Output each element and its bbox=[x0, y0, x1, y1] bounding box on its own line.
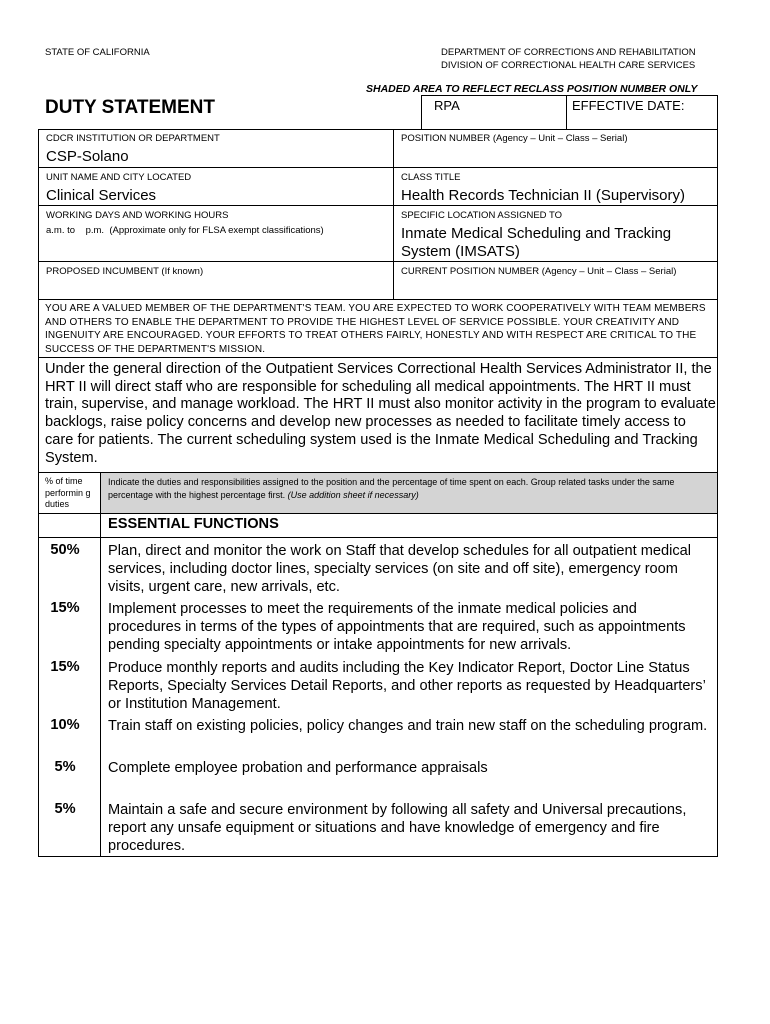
specific-location-value: Inmate Medical Scheduling and Tracking System (IMSATS) bbox=[401, 225, 672, 260]
function-percent: 15% bbox=[50, 600, 80, 616]
incumbent-label: PROPOSED INCUMBENT (If known) bbox=[46, 266, 204, 277]
ess-left-cell bbox=[38, 513, 100, 538]
department-line-2: DIVISION OF CORRECTIONAL HEALTH CARE SERVICES bbox=[441, 59, 696, 71]
shaded-area-note: SHADED AREA TO REFLECT RECLASS POSITION NUMBER ONLY bbox=[366, 83, 698, 95]
function-text: Train staff on existing policies, policy changes and train new staff on the scheduling program. bbox=[108, 718, 708, 734]
specific-location-label: SPECIFIC LOCATION ASSIGNED TO bbox=[401, 210, 563, 221]
working-days-label: WORKING DAYS AND WORKING HOURS bbox=[46, 210, 229, 221]
effective-date-field[interactable] bbox=[566, 95, 718, 130]
unit-label: UNIT NAME AND CITY LOCATED bbox=[46, 172, 192, 183]
institution-field[interactable] bbox=[38, 129, 393, 167]
current-position-label: CURRENT POSITION NUMBER (Agency – Unit – Class – Serial) bbox=[401, 266, 677, 277]
working-hours-field[interactable] bbox=[38, 205, 393, 261]
function-text: Implement processes to meet the requirements of the inmate medical policies and procedures in terms of the types of appointments that are required, such as appointments pending specialty appointments or intake appointments for new arrivals. bbox=[108, 601, 686, 653]
working-hours-value: a.m. to p.m. (Approximate only for FLSA exempt classifications) bbox=[46, 225, 324, 236]
position-number-field[interactable] bbox=[393, 129, 718, 167]
state-label: STATE OF CALIFORNIA bbox=[45, 47, 150, 58]
specific-location-field[interactable] bbox=[393, 205, 718, 261]
class-title-field[interactable] bbox=[393, 167, 718, 205]
department-line-1: DEPARTMENT OF CORRECTIONS AND REHABILITATION bbox=[441, 47, 696, 58]
unit-field[interactable] bbox=[38, 167, 393, 205]
class-title-value: Health Records Technician II (Supervisory) bbox=[401, 187, 686, 204]
essential-functions-heading: ESSENTIAL FUNCTIONS bbox=[108, 516, 279, 532]
department-heading bbox=[441, 47, 696, 72]
function-text: Maintain a safe and secure environment by following all safety and Universal precautions, report any unsafe equipment or situations and have knowledge of emergency and fire procedures. bbox=[108, 802, 687, 854]
rpa-field[interactable] bbox=[421, 95, 567, 130]
duties-instructions bbox=[108, 476, 708, 501]
institution-value: CSP-Solano bbox=[46, 148, 129, 165]
function-text: Complete employee probation and performance appraisals bbox=[108, 760, 488, 776]
class-title-label: CLASS TITLE bbox=[401, 172, 461, 183]
function-text: Produce monthly reports and audits including the Key Indicator Report, Doctor Line Status Reports, Specialty Services Detail Reports, and other reports as requested by Headquarters’ or Institution Management. bbox=[108, 660, 706, 712]
function-text: Plan, direct and monitor the work on Staff that develop schedules for all outpatient medical services, including doctor lines, specialty services (on site and off site), emergency room visits, urgent care, new arrivals, etc. bbox=[108, 543, 692, 595]
position-number-label: POSITION NUMBER (Agency – Unit – Class – Serial) bbox=[401, 133, 628, 144]
unit-value: Clinical Services bbox=[46, 187, 157, 204]
function-percent: 5% bbox=[54, 759, 76, 775]
function-percent: 15% bbox=[50, 659, 80, 675]
team-notice: YOU ARE A VALUED MEMBER OF THE DEPARTMENT'S TEAM. YOU ARE EXPECTED TO WORK COOPERATIVELY WITH TEAM MEMBERS AND OTHERS TO ENABLE THE DEPARTMENT TO PROVIDE THE HIGHEST LEVEL OF SERVICE POSSIBLE. YOUR CREATIVITY AND INGENUITY ARE ENCOURAGED. YOUR EFFORTS TO TREAT OTHERS FAIRLY, HONESTLY AND WITH RESPECT ARE CRITICAL TO THE SUCCESS OF THE DEPARTMENT'S MISSION. bbox=[45, 303, 706, 355]
duties-instructions-note: (Use addition sheet if necessary) bbox=[287, 489, 419, 500]
current-position-field[interactable] bbox=[393, 261, 718, 299]
duties-instructions-text: Indicate the duties and responsibilities assigned to the position and the percentage of time spent on each. Group related tasks under the same percentage with the highest percentage first. bbox=[108, 477, 675, 500]
incumbent-field[interactable] bbox=[38, 261, 393, 299]
rpa-label: RPA bbox=[434, 98, 460, 113]
function-percent: 5% bbox=[54, 801, 76, 817]
function-percent: 50% bbox=[50, 542, 80, 558]
page-title: DUTY STATEMENT bbox=[45, 97, 215, 118]
effective-date-label: EFFECTIVE DATE: bbox=[572, 98, 685, 113]
general-direction-text: Under the general direction of the Outpatient Services Correctional Health Services Administrator II, the HRT II will direct staff who are responsible for scheduling all medical appointments. The HRT II must train, supervise, and manage workload. The HRT II must also monitor activity in the program to evaluate backlogs, raise policy concerns and develop new processes as needed to facilitate timely access to care for patients. The current scheduling system used is the Inmate Medical Scheduling and Tracking System. bbox=[45, 361, 716, 466]
function-percent: 10% bbox=[50, 717, 80, 733]
institution-label: CDCR INSTITUTION OR DEPARTMENT bbox=[46, 133, 220, 144]
percent-of-time-label: % of time performin g duties bbox=[45, 476, 91, 509]
